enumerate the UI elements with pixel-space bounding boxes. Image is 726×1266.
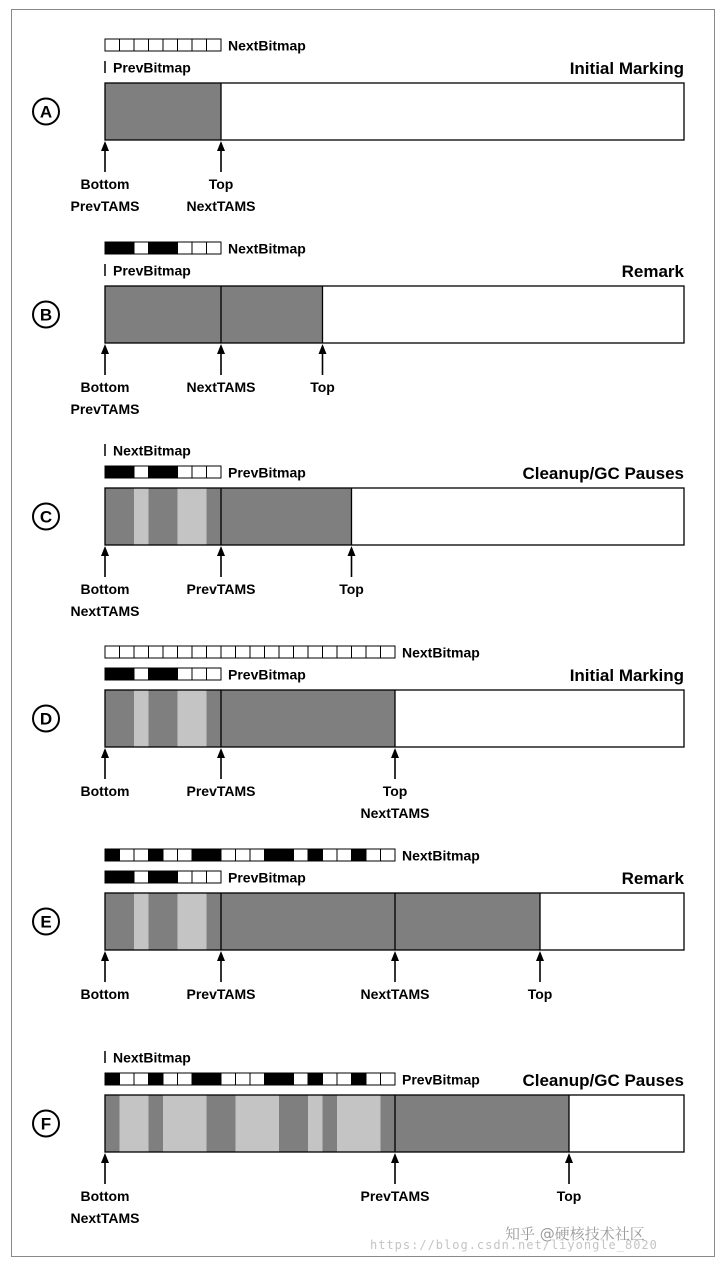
- pointer-label: Top: [339, 581, 364, 597]
- pointer-top: [310, 344, 335, 395]
- bitmap-cell: [192, 668, 207, 680]
- pointer-bottom: [81, 951, 130, 1002]
- bitmap-cell: [134, 849, 149, 861]
- bitmap-nextbitmap: [105, 443, 191, 459]
- pointer-label: PrevTAMS: [70, 198, 140, 214]
- pointer-label: PrevTAMS: [186, 581, 256, 597]
- bitmap-cell: [381, 646, 396, 658]
- pointer-top: [339, 546, 364, 597]
- pointer-top: [557, 1153, 582, 1204]
- bitmap-cell: [308, 646, 323, 658]
- pointer-arrowhead: [101, 748, 109, 758]
- bitmap-label: PrevBitmap: [228, 869, 306, 886]
- bitmap-cell: [149, 466, 164, 478]
- bitmap-cell: [163, 849, 178, 861]
- pointer-arrowhead: [217, 141, 225, 151]
- region-segment-light: [134, 893, 149, 950]
- pointer-arrowhead: [391, 1153, 399, 1163]
- panel-e: [33, 848, 685, 1003]
- panel-title: Initial Marking: [569, 59, 684, 78]
- bitmap-cell: [178, 871, 193, 883]
- pointer-arrowhead: [348, 546, 356, 556]
- bitmap-cell: [250, 849, 265, 861]
- pointer-arrowhead: [217, 748, 225, 758]
- region-segment-dark: [323, 1095, 338, 1152]
- bitmap-cell: [192, 849, 207, 861]
- bitmap-cell: [323, 646, 338, 658]
- region-segment-light: [134, 690, 149, 747]
- pointer-label: Top: [382, 783, 408, 799]
- panel-title: Cleanup/GC Pauses: [522, 464, 684, 483]
- bitmap-cell: [149, 242, 164, 254]
- bitmap-cell: [178, 668, 193, 680]
- bitmap-nextbitmap: [105, 241, 306, 257]
- bitmap-cell: [178, 1073, 193, 1085]
- bitmap-cell: [294, 646, 309, 658]
- region-segment-light: [178, 488, 207, 545]
- bitmap-prevbitmap: [105, 870, 306, 886]
- bitmap-nextbitmap: [105, 645, 480, 661]
- bitmap-cell: [178, 39, 193, 51]
- panel-letter: E: [40, 912, 52, 932]
- pointer-label: NextTAMS: [186, 379, 256, 395]
- pointer-nexttams: [361, 951, 430, 1002]
- bitmap-cell: [149, 39, 164, 51]
- bitmap-cell: [134, 871, 149, 883]
- pointer-prevtams: [361, 1153, 430, 1204]
- panel-a: [33, 38, 684, 215]
- pointer-label: NextTAMS: [70, 603, 140, 619]
- region-segment-light: [236, 1095, 280, 1152]
- bitmap-cell: [294, 849, 309, 861]
- bitmap-cell: [163, 668, 178, 680]
- bitmap-cell: [207, 466, 222, 478]
- bitmap-prevbitmap: [105, 60, 191, 76]
- pointer-top-nexttams: [187, 141, 256, 214]
- bitmap-label: NextBitmap: [113, 1049, 191, 1066]
- bitmap-cell: [134, 466, 149, 478]
- bitmap-cell: [207, 849, 222, 861]
- region-segment-light: [163, 1095, 207, 1152]
- bitmap-cell: [250, 646, 265, 658]
- region-segment-dark: [105, 893, 134, 950]
- region-segment-dark: [207, 690, 396, 747]
- panel-letter: A: [39, 102, 53, 122]
- pointer-label: Top: [208, 176, 234, 192]
- bitmap-cell: [279, 646, 294, 658]
- bitmap-cell: [337, 849, 352, 861]
- pointer-label: Top: [310, 379, 335, 395]
- bitmap-cell: [105, 242, 120, 254]
- region-segment-dark: [105, 83, 221, 140]
- bitmap-cell: [163, 1073, 178, 1085]
- bitmap-nextbitmap: [105, 1050, 191, 1066]
- bitmap-cell: [178, 242, 193, 254]
- bitmap-cell: [192, 39, 207, 51]
- pointer-bottom-prevtams: [71, 141, 140, 214]
- bitmap-cell: [366, 849, 381, 861]
- region-segment-dark: [381, 1095, 570, 1152]
- bitmap-cell: [366, 646, 381, 658]
- bitmap-cell: [120, 871, 135, 883]
- panel-letter: D: [39, 709, 53, 729]
- bitmap-cell: [308, 1073, 323, 1085]
- bitmap-cell: [120, 242, 135, 254]
- region-segment-dark: [149, 893, 178, 950]
- bitmap-cell: [192, 871, 207, 883]
- panel-title: Initial Marking: [569, 666, 684, 685]
- bitmap-label: NextBitmap: [113, 442, 191, 459]
- bitmap-cell: [120, 39, 135, 51]
- bitmap-cell: [163, 466, 178, 478]
- bitmap-cell: [105, 466, 120, 478]
- pointer-arrowhead: [536, 951, 544, 961]
- bitmap-cell: [134, 242, 149, 254]
- bitmap-cell: [134, 1073, 149, 1085]
- bitmap-prevbitmap: [105, 465, 306, 481]
- watermark-url: https://blog.csdn.net/liyongle_8020: [370, 1238, 658, 1252]
- panel-letter: F: [40, 1114, 52, 1134]
- region-segment-dark: [105, 488, 134, 545]
- region-segment-dark: [105, 690, 134, 747]
- pointer-bottom-nexttams: [71, 1153, 140, 1226]
- bitmap-cell: [294, 1073, 309, 1085]
- pointer-label: PrevTAMS: [360, 1188, 430, 1204]
- pointer-arrowhead: [101, 1153, 109, 1163]
- bitmap-cell: [192, 466, 207, 478]
- panel-letter: B: [39, 305, 53, 325]
- bitmap-cell: [221, 646, 236, 658]
- pointer-prevtams: [187, 546, 256, 597]
- bitmap-cell: [352, 849, 367, 861]
- pointer-arrowhead: [217, 546, 225, 556]
- bitmap-cell: [207, 242, 222, 254]
- bitmap-label: PrevBitmap: [402, 1071, 480, 1088]
- panel-f: [33, 1050, 684, 1227]
- region-segment-light: [178, 893, 207, 950]
- bitmap-cell: [279, 849, 294, 861]
- bitmap-cell: [207, 1073, 222, 1085]
- pointer-label: Bottom: [80, 581, 130, 597]
- region-segment-light: [134, 488, 149, 545]
- pointer-label: PrevTAMS: [186, 783, 256, 799]
- bitmap-cell: [105, 849, 120, 861]
- bitmap-cell: [120, 1073, 135, 1085]
- bitmap-label: NextBitmap: [228, 37, 306, 54]
- region-segment-dark: [207, 893, 541, 950]
- pointer-arrowhead: [565, 1153, 573, 1163]
- bitmap-prevbitmap: [105, 1072, 480, 1088]
- region-segment-dark: [149, 690, 178, 747]
- pointer-prevtams: [187, 951, 256, 1002]
- pointer-label: Bottom: [80, 783, 130, 799]
- bitmap-cell: [120, 466, 135, 478]
- bitmap-cell: [279, 1073, 294, 1085]
- bitmap-cell: [105, 668, 120, 680]
- bitmap-cell: [105, 646, 120, 658]
- pointer-label: PrevTAMS: [186, 986, 256, 1002]
- pointer-label: PrevTAMS: [70, 401, 140, 417]
- pointer-label: NextTAMS: [186, 198, 256, 214]
- panel-c: [33, 443, 684, 620]
- bitmap-cell: [134, 668, 149, 680]
- bitmap-label: PrevBitmap: [228, 666, 306, 683]
- pointer-top-nexttams: [361, 748, 430, 821]
- region-segment-dark: [207, 488, 352, 545]
- bitmap-cell: [120, 646, 135, 658]
- pointer-prevtams: [187, 748, 256, 799]
- bitmap-cell: [120, 668, 135, 680]
- bitmap-label: PrevBitmap: [113, 262, 191, 279]
- bitmap-cell: [308, 849, 323, 861]
- region-segment-dark: [149, 488, 178, 545]
- region-segment-dark: [105, 1095, 120, 1152]
- region-segment-light: [178, 690, 207, 747]
- bitmap-cell: [178, 466, 193, 478]
- pointer-label: Top: [527, 986, 553, 1002]
- pointer-label: NextTAMS: [70, 1210, 140, 1226]
- watermark-text: 知乎 @硬核技术社区: [505, 1225, 645, 1243]
- bitmap-cell: [250, 1073, 265, 1085]
- bitmap-cell: [352, 1073, 367, 1085]
- bitmap-cell: [265, 849, 280, 861]
- bitmap-cell: [163, 646, 178, 658]
- bitmap-label: PrevBitmap: [228, 464, 306, 481]
- bitmap-label: NextBitmap: [402, 847, 480, 864]
- region-segment-dark: [279, 1095, 308, 1152]
- bitmap-cell: [265, 646, 280, 658]
- pointer-top: [528, 951, 553, 1002]
- pointer-arrowhead: [217, 344, 225, 354]
- bitmap-cell: [236, 849, 251, 861]
- bitmap-cell: [178, 849, 193, 861]
- bitmap-cell: [221, 849, 236, 861]
- region-segment-dark: [207, 1095, 236, 1152]
- bitmap-nextbitmap: [105, 38, 306, 54]
- bitmap-cell: [192, 242, 207, 254]
- pointer-arrowhead: [319, 344, 327, 354]
- pointer-arrowhead: [101, 141, 109, 151]
- bitmap-cell: [149, 849, 164, 861]
- panel-title: Remark: [621, 869, 684, 888]
- panel-title: Cleanup/GC Pauses: [522, 1071, 684, 1090]
- bitmap-label: PrevBitmap: [113, 59, 191, 76]
- bitmap-label: NextBitmap: [402, 644, 480, 661]
- pointer-label: NextTAMS: [360, 805, 430, 821]
- bitmap-cell: [381, 849, 396, 861]
- region-segment-light: [308, 1095, 323, 1152]
- pointer-bottom-nexttams: [71, 546, 140, 619]
- bitmap-cell: [105, 39, 120, 51]
- bitmap-cell: [163, 871, 178, 883]
- bitmap-cell: [149, 646, 164, 658]
- pointer-arrowhead: [101, 344, 109, 354]
- bitmap-cell: [163, 242, 178, 254]
- bitmap-cell: [323, 1073, 338, 1085]
- pointer-arrowhead: [217, 951, 225, 961]
- pointer-arrowhead: [391, 951, 399, 961]
- bitmap-cell: [236, 1073, 251, 1085]
- bitmap-cell: [134, 39, 149, 51]
- panel-letter: C: [39, 507, 53, 527]
- bitmap-cell: [337, 646, 352, 658]
- bitmap-prevbitmap: [105, 667, 306, 683]
- bitmap-cell: [105, 871, 120, 883]
- pointer-arrowhead: [101, 951, 109, 961]
- bitmap-cell: [192, 1073, 207, 1085]
- pointer-label: NextTAMS: [360, 986, 430, 1002]
- bitmap-prevbitmap: [105, 263, 191, 279]
- panel-b: [33, 241, 685, 418]
- bitmap-cell: [207, 39, 222, 51]
- bitmap-cell: [236, 646, 251, 658]
- bitmap-cell: [323, 849, 338, 861]
- region-segment-dark: [105, 286, 323, 343]
- pointer-label: Bottom: [80, 1188, 130, 1204]
- bitmap-label: NextBitmap: [228, 240, 306, 257]
- pointer-nexttams: [187, 344, 256, 395]
- bitmap-cell: [134, 646, 149, 658]
- pointer-arrowhead: [101, 546, 109, 556]
- pointer-label: Bottom: [80, 176, 130, 192]
- panel-title: Remark: [621, 262, 684, 281]
- bitmap-cell: [105, 1073, 120, 1085]
- bitmap-cell: [163, 39, 178, 51]
- bitmap-cell: [381, 1073, 396, 1085]
- bitmap-cell: [207, 668, 222, 680]
- bitmap-cell: [352, 646, 367, 658]
- pointer-label: Bottom: [80, 986, 130, 1002]
- bitmap-cell: [207, 871, 222, 883]
- pointer-label: Bottom: [80, 379, 130, 395]
- pointer-bottom: [81, 748, 130, 799]
- region-segment-dark: [149, 1095, 164, 1152]
- bitmap-cell: [366, 1073, 381, 1085]
- bitmap-cell: [337, 1073, 352, 1085]
- bitmap-cell: [149, 1073, 164, 1085]
- bitmap-cell: [120, 849, 135, 861]
- panel-d: [33, 645, 684, 822]
- bitmap-cell: [265, 1073, 280, 1085]
- bitmap-cell: [192, 646, 207, 658]
- bitmap-cell: [149, 668, 164, 680]
- bitmap-nextbitmap: [105, 848, 480, 864]
- bitmap-cell: [178, 646, 193, 658]
- pointer-label: Top: [556, 1188, 582, 1204]
- pointer-arrowhead: [391, 748, 399, 758]
- region-segment-light: [337, 1095, 381, 1152]
- region-segment-light: [120, 1095, 149, 1152]
- bitmap-cell: [221, 1073, 236, 1085]
- bitmap-cell: [207, 646, 222, 658]
- bitmap-cell: [149, 871, 164, 883]
- pointer-bottom-prevtams: [71, 344, 140, 417]
